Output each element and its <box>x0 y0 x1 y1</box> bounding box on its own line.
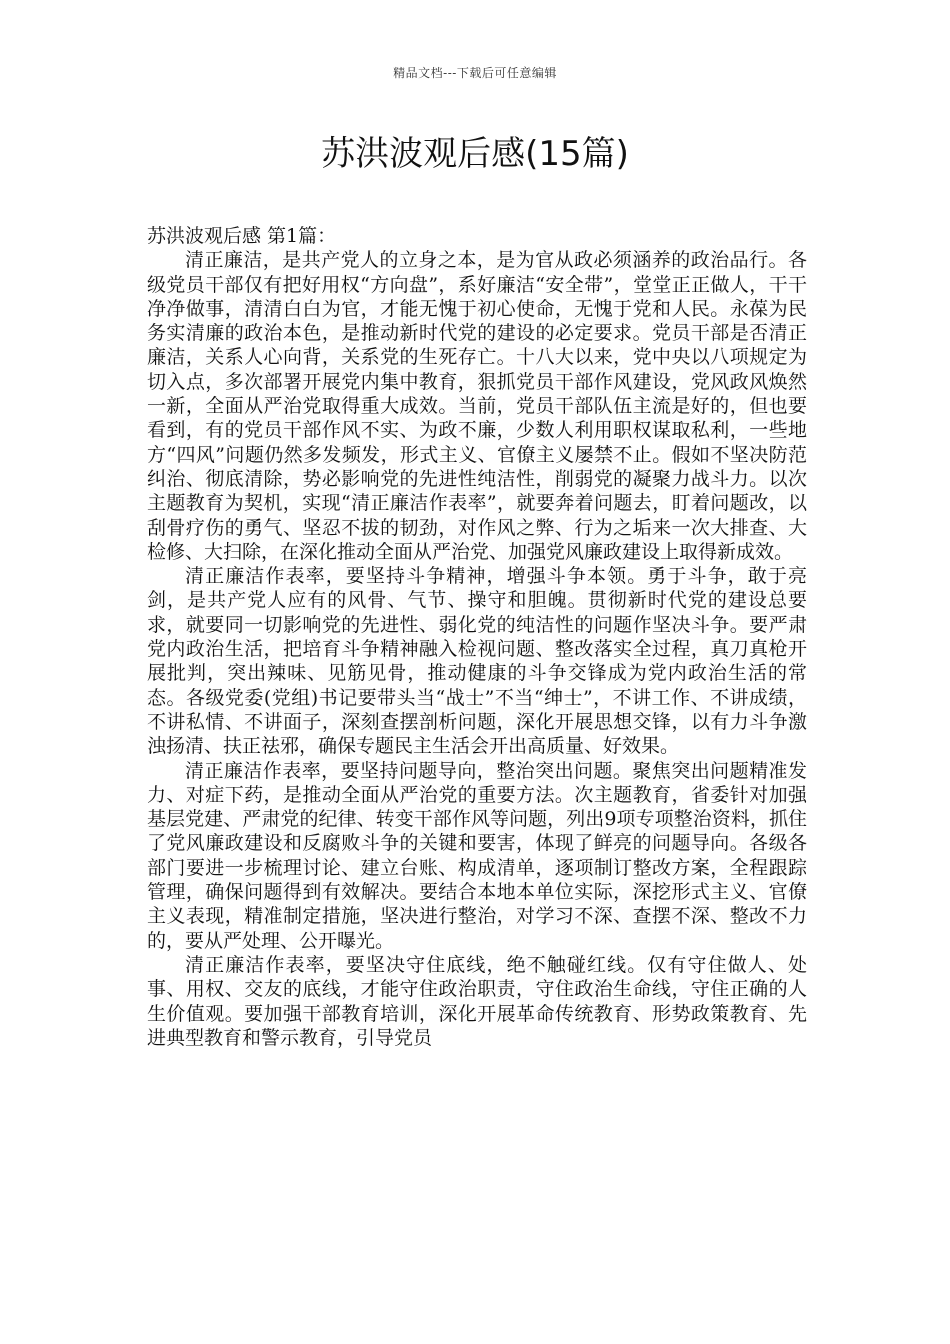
paragraph-1: 清正廉洁，是共产党人的立身之本，是为官从政必须涵养的政治品行。各级党员干部仅有把好用权“方向盘”，系好廉洁“安全带”，堂堂正正做人，干干净净做事，清清白白为官，才能无愧于初心使命，无愧于党和人民。永葆为民务实清廉的政治本色，是推动新时代党的建设的必定要求。党员干部是否清正廉洁，关系人心向背，关系党的生死存亡。十八大以来，党中央以八项规定为切入点，多次部署开展党内集中教育，狠抓党员干部作风建设，党风政风焕然一新，全面从严治党取得重大成效。当前，党员干部队伍主流是好的，但也要看到，有的党员干部作风不实、为政不廉，少数人利用职权谋取私利，一些地方“四风”问题仍然多发频发，形式主义、官僚主义屡禁不止。假如不坚决防范纠治、彻底清除，势必影响党的先进性纯洁性，削弱党的凝聚力战斗力。以次主题教育为契机，实现“清正廉洁作表率”，就要奔着问题去，盯着问题改，以刮骨疗伤的勇气、坚忍不拔的韧劲，对作风之弊、行为之垢来一次大排查、大检修、大扫除，在深化推动全面从严治党、加强党风廉政建设上取得新成效。 <box>147 249 807 563</box>
document-body <box>147 224 807 1050</box>
header-note: 精品文档---下载后可任意编辑 <box>393 66 557 80</box>
paragraph-2: 清正廉洁作表率，要坚持斗争精神，增强斗争本领。勇于斗争，敢于亮剑，是共产党人应有的风骨、气节、操守和胆魄。贯彻新时代党的建设总要求，就要同一切影响党的先进性、弱化党的纯洁性的问题作坚决斗争。要严肃党内政治生活，把培育斗争精神融入检视问题、整改落实全过程，真刀真枪开展批判，突出辣味、见筋见骨，推动健康的斗争交锋成为党内政治生活的常态。各级党委(党组)书记要带头当“战士”不当“绅士”，不讲工作、不讲成绩，不讲私情、不讲面子，深刻查摆剖析问题，深化开展思想交锋，以有力斗争激浊扬清、扶正祛邪，确保专题民主生活会开出高质量、好效果。 <box>147 565 807 758</box>
section-heading: 苏洪波观后感 第1篇： <box>147 225 337 247</box>
paragraph-4: 清正廉洁作表率，要坚决守住底线，绝不触碰红线。仅有守住做人、处事、用权、交友的底线，才能守住政治职责，守住政治生命线，守住正确的人生价值观。要加强干部教育培训，深化开展革命传统教育、形势政策教育、先进典型教育和警示教育，引导党员 <box>147 953 807 1049</box>
paragraph-3: 清正廉洁作表率，要坚持问题导向，整治突出问题。聚焦突出问题精准发力、对症下药，是推动全面从严治党的重要方法。次主题教育，省委针对加强基层党建、严肃党的纪律、转变干部作风等问题，列出9项专项整治资料，抓住了党风廉政建设和反腐败斗争的关键和要害，体现了鲜亮的问题导向。各级各部门要进一步梳理讨论、建立台账、构成清单，逐项制订整改方案，全程跟踪管理，确保问题得到有效解决。要结合本地本单位实际，深挖形式主义、官僚主义表现，精准制定措施，坚决进行整治，对学习不深、查摆不深、整改不力的，要从严处理、公开曝光。 <box>147 759 807 952</box>
document-title: 苏洪波观后感(15篇) <box>321 134 629 174</box>
